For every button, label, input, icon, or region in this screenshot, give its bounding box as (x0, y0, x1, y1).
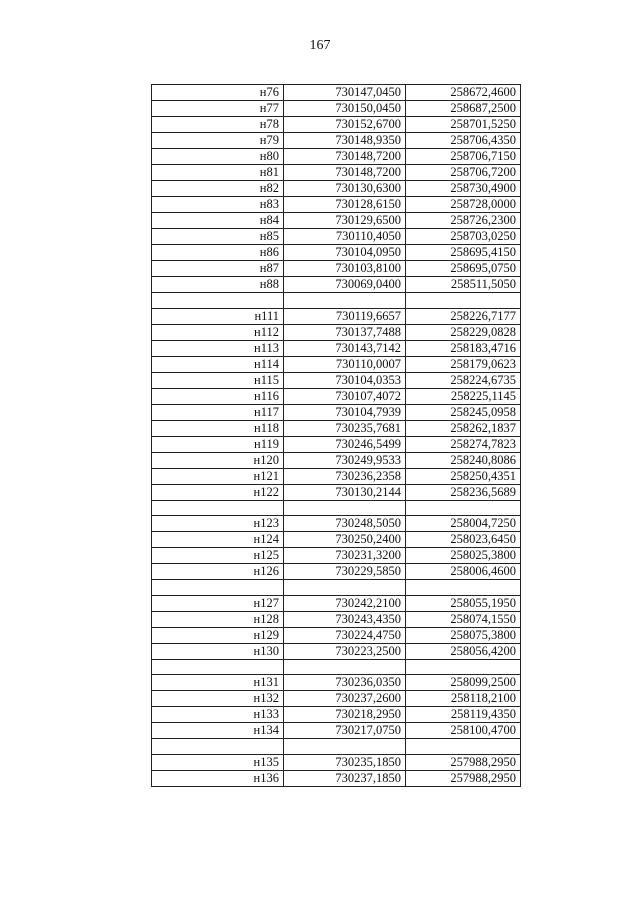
y-coordinate-cell: 258224,6735 (406, 372, 521, 388)
y-coordinate-cell (406, 580, 521, 596)
point-name-cell: н116 (152, 388, 284, 404)
y-coordinate-cell: 258726,2300 (406, 213, 521, 229)
point-name-cell: н113 (152, 340, 284, 356)
table-row (152, 532, 521, 548)
table-row (152, 675, 521, 691)
table-row (152, 356, 521, 372)
point-name-cell: н130 (152, 643, 284, 659)
point-name-cell: н132 (152, 691, 284, 707)
table-row (152, 595, 521, 611)
x-coordinate-cell: 730237,2600 (284, 691, 406, 707)
x-coordinate-cell: 730103,8100 (284, 261, 406, 277)
point-name-cell: н127 (152, 595, 284, 611)
y-coordinate-cell: 258056,4200 (406, 643, 521, 659)
coordinates-table (151, 84, 521, 787)
point-name-cell: н120 (152, 452, 284, 468)
point-name-cell: н114 (152, 356, 284, 372)
table-row (152, 723, 521, 739)
table-row (152, 324, 521, 340)
x-coordinate-cell: 730148,7200 (284, 165, 406, 181)
point-name-cell: н85 (152, 229, 284, 245)
table-row (152, 277, 521, 293)
point-name-cell: н122 (152, 484, 284, 500)
table-row-spacer (152, 739, 521, 755)
x-coordinate-cell: 730223,2500 (284, 643, 406, 659)
point-name-cell: н78 (152, 117, 284, 133)
y-coordinate-cell: 258004,7250 (406, 516, 521, 532)
table-row (152, 770, 521, 786)
x-coordinate-cell: 730217,0750 (284, 723, 406, 739)
y-coordinate-cell: 257988,2950 (406, 754, 521, 770)
y-coordinate-cell: 258225,1145 (406, 388, 521, 404)
point-name-cell: н123 (152, 516, 284, 532)
table-row-spacer (152, 580, 521, 596)
table-row (152, 340, 521, 356)
x-coordinate-cell: 730104,0950 (284, 245, 406, 261)
point-name-cell: н86 (152, 245, 284, 261)
x-coordinate-cell: 730235,7681 (284, 420, 406, 436)
table-row (152, 261, 521, 277)
table-row (152, 436, 521, 452)
table-row (152, 372, 521, 388)
x-coordinate-cell: 730148,9350 (284, 133, 406, 149)
point-name-cell: н87 (152, 261, 284, 277)
y-coordinate-cell: 258099,2500 (406, 675, 521, 691)
y-coordinate-cell: 258100,4700 (406, 723, 521, 739)
table-row (152, 404, 521, 420)
table-row (152, 452, 521, 468)
x-coordinate-cell: 730237,1850 (284, 770, 406, 786)
table-row (152, 611, 521, 627)
table-row (152, 484, 521, 500)
point-name-cell: н82 (152, 181, 284, 197)
table-row (152, 85, 521, 101)
point-name-cell: н136 (152, 770, 284, 786)
y-coordinate-cell (406, 500, 521, 516)
x-coordinate-cell: 730069,0400 (284, 277, 406, 293)
y-coordinate-cell: 258055,1950 (406, 595, 521, 611)
point-name-cell: н77 (152, 101, 284, 117)
x-coordinate-cell: 730248,5050 (284, 516, 406, 532)
page-number: 167 (309, 38, 331, 53)
y-coordinate-cell: 258025,3800 (406, 548, 521, 564)
table-row (152, 149, 521, 165)
x-coordinate-cell: 730147,0450 (284, 85, 406, 101)
y-coordinate-cell: 258511,5050 (406, 277, 521, 293)
table-row (152, 101, 521, 117)
x-coordinate-cell: 730224,4750 (284, 627, 406, 643)
y-coordinate-cell: 258240,8086 (406, 452, 521, 468)
y-coordinate-cell: 258074,1550 (406, 611, 521, 627)
x-coordinate-cell: 730130,6300 (284, 181, 406, 197)
table-row (152, 643, 521, 659)
x-coordinate-cell: 730152,6700 (284, 117, 406, 133)
table-row (152, 564, 521, 580)
table-row (152, 197, 521, 213)
point-name-cell: н84 (152, 213, 284, 229)
table-row (152, 707, 521, 723)
point-name-cell: н119 (152, 436, 284, 452)
x-coordinate-cell: 730236,0350 (284, 675, 406, 691)
table-row (152, 308, 521, 324)
point-name-cell: н121 (152, 468, 284, 484)
x-coordinate-cell: 730129,6500 (284, 213, 406, 229)
point-name-cell: н112 (152, 324, 284, 340)
point-name-cell: н133 (152, 707, 284, 723)
x-coordinate-cell: 730242,2100 (284, 595, 406, 611)
x-coordinate-cell: 730137,7488 (284, 324, 406, 340)
point-name-cell: н126 (152, 564, 284, 580)
x-coordinate-cell: 730148,7200 (284, 149, 406, 165)
coordinates-table-body (152, 85, 521, 787)
table-row (152, 691, 521, 707)
point-name-cell: н117 (152, 404, 284, 420)
x-coordinate-cell: 730128,6150 (284, 197, 406, 213)
x-coordinate-cell: 730218,2950 (284, 707, 406, 723)
y-coordinate-cell: 258695,4150 (406, 245, 521, 261)
point-name-cell: н83 (152, 197, 284, 213)
table-row (152, 754, 521, 770)
y-coordinate-cell: 258006,4600 (406, 564, 521, 580)
table-row (152, 420, 521, 436)
point-name-cell: н125 (152, 548, 284, 564)
y-coordinate-cell (406, 739, 521, 755)
table-row (152, 165, 521, 181)
y-coordinate-cell: 258730,4900 (406, 181, 521, 197)
x-coordinate-cell: 730229,5850 (284, 564, 406, 580)
point-name-cell: н118 (152, 420, 284, 436)
y-coordinate-cell: 258023,6450 (406, 532, 521, 548)
table-row (152, 245, 521, 261)
table-row (152, 468, 521, 484)
x-coordinate-cell: 730250,2400 (284, 532, 406, 548)
y-coordinate-cell: 258226,7177 (406, 308, 521, 324)
point-name-cell (152, 580, 284, 596)
point-name-cell: н79 (152, 133, 284, 149)
y-coordinate-cell: 258706,7150 (406, 149, 521, 165)
point-name-cell (152, 739, 284, 755)
y-coordinate-cell: 258075,3800 (406, 627, 521, 643)
point-name-cell (152, 659, 284, 675)
point-name-cell: н80 (152, 149, 284, 165)
table-row (152, 181, 521, 197)
table-row-spacer (152, 659, 521, 675)
table-row (152, 229, 521, 245)
x-coordinate-cell: 730110,4050 (284, 229, 406, 245)
y-coordinate-cell: 258706,4350 (406, 133, 521, 149)
table-row (152, 133, 521, 149)
point-name-cell: н111 (152, 308, 284, 324)
y-coordinate-cell: 258119,4350 (406, 707, 521, 723)
x-coordinate-cell: 730104,7939 (284, 404, 406, 420)
x-coordinate-cell (284, 580, 406, 596)
table-row (152, 213, 521, 229)
x-coordinate-cell: 730107,4072 (284, 388, 406, 404)
x-coordinate-cell: 730249,9533 (284, 452, 406, 468)
point-name-cell: н124 (152, 532, 284, 548)
y-coordinate-cell: 258701,5250 (406, 117, 521, 133)
point-name-cell: н81 (152, 165, 284, 181)
y-coordinate-cell: 258245,0958 (406, 404, 521, 420)
y-coordinate-cell: 258262,1837 (406, 420, 521, 436)
point-name-cell: н115 (152, 372, 284, 388)
y-coordinate-cell (406, 293, 521, 309)
x-coordinate-cell: 730236,2358 (284, 468, 406, 484)
point-name-cell: н135 (152, 754, 284, 770)
y-coordinate-cell: 258236,5689 (406, 484, 521, 500)
y-coordinate-cell: 257988,2950 (406, 770, 521, 786)
table-row-spacer (152, 500, 521, 516)
y-coordinate-cell: 258183,4716 (406, 340, 521, 356)
y-coordinate-cell: 258703,0250 (406, 229, 521, 245)
x-coordinate-cell: 730143,7142 (284, 340, 406, 356)
y-coordinate-cell: 258179,0623 (406, 356, 521, 372)
x-coordinate-cell: 730246,5499 (284, 436, 406, 452)
point-name-cell: н129 (152, 627, 284, 643)
y-coordinate-cell: 258695,0750 (406, 261, 521, 277)
point-name-cell: н88 (152, 277, 284, 293)
point-name-cell: н131 (152, 675, 284, 691)
y-coordinate-cell: 258706,7200 (406, 165, 521, 181)
y-coordinate-cell: 258229,0828 (406, 324, 521, 340)
point-name-cell (152, 500, 284, 516)
table-row-spacer (152, 293, 521, 309)
table-row (152, 117, 521, 133)
x-coordinate-cell: 730104,0353 (284, 372, 406, 388)
x-coordinate-cell (284, 739, 406, 755)
x-coordinate-cell: 730130,2144 (284, 484, 406, 500)
point-name-cell: н76 (152, 85, 284, 101)
table-row (152, 548, 521, 564)
y-coordinate-cell: 258728,0000 (406, 197, 521, 213)
x-coordinate-cell: 730231,3200 (284, 548, 406, 564)
x-coordinate-cell: 730243,4350 (284, 611, 406, 627)
x-coordinate-cell: 730110,0007 (284, 356, 406, 372)
y-coordinate-cell: 258672,4600 (406, 85, 521, 101)
table-row (152, 627, 521, 643)
x-coordinate-cell: 730235,1850 (284, 754, 406, 770)
x-coordinate-cell: 730150,0450 (284, 101, 406, 117)
x-coordinate-cell (284, 659, 406, 675)
y-coordinate-cell: 258687,2500 (406, 101, 521, 117)
y-coordinate-cell: 258250,4351 (406, 468, 521, 484)
x-coordinate-cell: 730119,6657 (284, 308, 406, 324)
table-row (152, 388, 521, 404)
point-name-cell: н128 (152, 611, 284, 627)
y-coordinate-cell: 258274,7823 (406, 436, 521, 452)
point-name-cell: н134 (152, 723, 284, 739)
x-coordinate-cell (284, 293, 406, 309)
point-name-cell (152, 293, 284, 309)
y-coordinate-cell (406, 659, 521, 675)
x-coordinate-cell (284, 500, 406, 516)
table-row (152, 516, 521, 532)
y-coordinate-cell: 258118,2100 (406, 691, 521, 707)
